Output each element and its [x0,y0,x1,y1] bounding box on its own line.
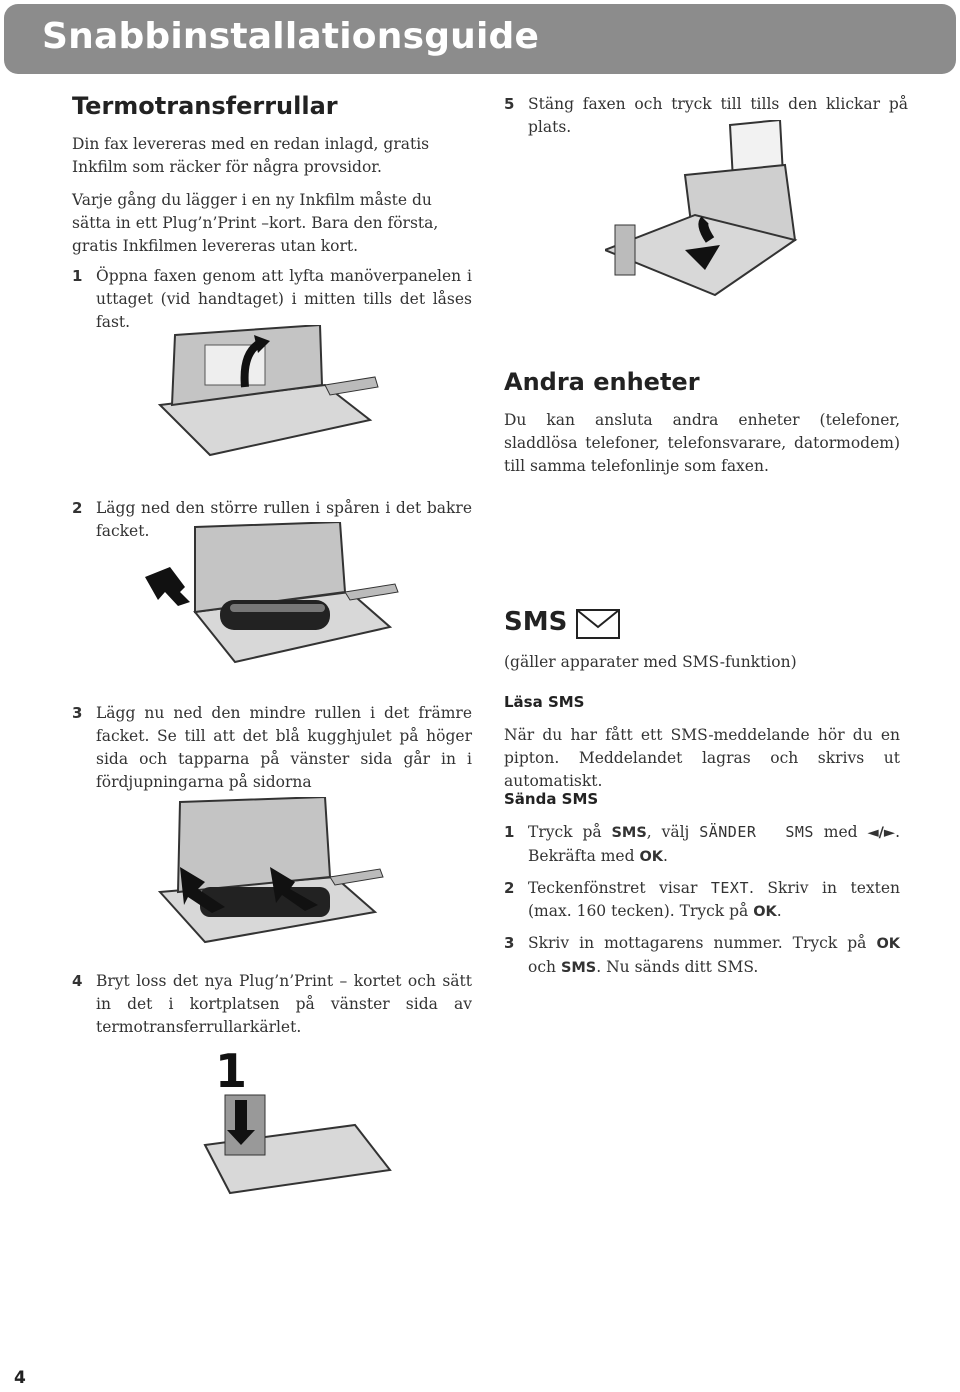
fax-closed-illustration [605,120,805,320]
intro-paragraph-1: Din fax levereras med en redan inlagd, gratis Inkfilm som räcker för några provsidor. [72,135,430,176]
page-title: Snabbinstallationsguide [42,16,540,57]
step-text: Öppna faxen genom att lyfta manöverpanelen i uttaget (vid handtaget) i mitten tills det låses fast. [96,267,472,331]
display-text-text: TEXT [710,879,749,897]
sms-heading-row [504,607,567,641]
other-devices-text: Du kan ansluta andra enheter (telefoner, sladdlösa telefoner, telefonsvarare, datormodem) till samma telefonlinje som faxen. [504,411,900,475]
page-header [4,4,956,74]
step-text: Lägg nu ned den mindre rullen i det främre facket. Se till att det blå kugghjulet på höger sida och tapparna på vänster sida går in i fördjupningarna på sidorna [96,704,472,791]
card-step-number: 1 [215,1045,248,1098]
key-ok: OK [753,904,777,920]
intro-paragraph-2: Varje gång du lägger i en ny Inkfilm måste du sätta in ett Plug’n’Print –kort. Bara den första, gratis Inkfilmen levereras utan kort. [72,191,439,255]
step-text: Stäng faxen och tryck till tills den klickar på plats. [528,95,908,136]
step-text: Skriv in mottagarens nummer. Tryck på OK och SMS. Nu sänds ditt SMS. [528,934,900,976]
step-text: Teckenfönstret visar TEXT. Skriv in texten (max. 160 tecken). Tryck på OK. [528,879,900,920]
step-number: 4 [72,972,83,990]
step-text: Tryck på SMS, välj SÄNDER SMS med ◄/►. Bekräfta med OK. [528,823,900,865]
read-sms-heading: Läsa SMS [504,693,585,711]
send-sms-heading: Sända SMS [504,790,599,808]
key-sms: SMS [611,825,647,841]
step-number: 2 [504,879,515,897]
sms-note: (gäller apparater med SMS-funktion) [504,653,797,671]
key-arrows: ◄/► [867,825,896,841]
section-heading-sms: SMS [504,607,568,637]
display-text-sander-sms: SÄNDER SMS [699,823,814,841]
step-number: 5 [504,95,515,113]
step-text: Lägg ned den större rullen i spåren i det bakre facket. [96,499,472,540]
key-ok: OK [876,936,900,952]
section-heading-thermal-rolls: Termotransferrullar [72,92,338,120]
fax-large-roll-illustration [140,522,400,672]
fax-small-roll-illustration [150,797,390,947]
key-ok: OK [639,849,664,865]
page-number: 4 [14,1368,26,1388]
step-number: 3 [72,704,83,722]
step-number: 3 [504,934,515,952]
step-number: 1 [72,267,83,285]
step-text: Bryt loss det nya Plug’n’Print – kortet och sätt in det i kortplatsen på vänster sida av termotransferrullarkärlet. [96,972,472,1036]
fax-open-lid-illustration [150,325,380,465]
step-number: 1 [504,823,515,841]
read-sms-text: När du har fått ett SMS-meddelande hör du en pipton. Meddelandet lagras och skrivs ut automatiskt. [504,726,900,790]
envelope-icon [576,609,620,639]
key-sms: SMS [560,960,597,976]
plug-n-print-card-illustration [195,1045,395,1195]
step-number: 2 [72,499,83,517]
section-heading-other-devices: Andra enheter [504,368,700,396]
